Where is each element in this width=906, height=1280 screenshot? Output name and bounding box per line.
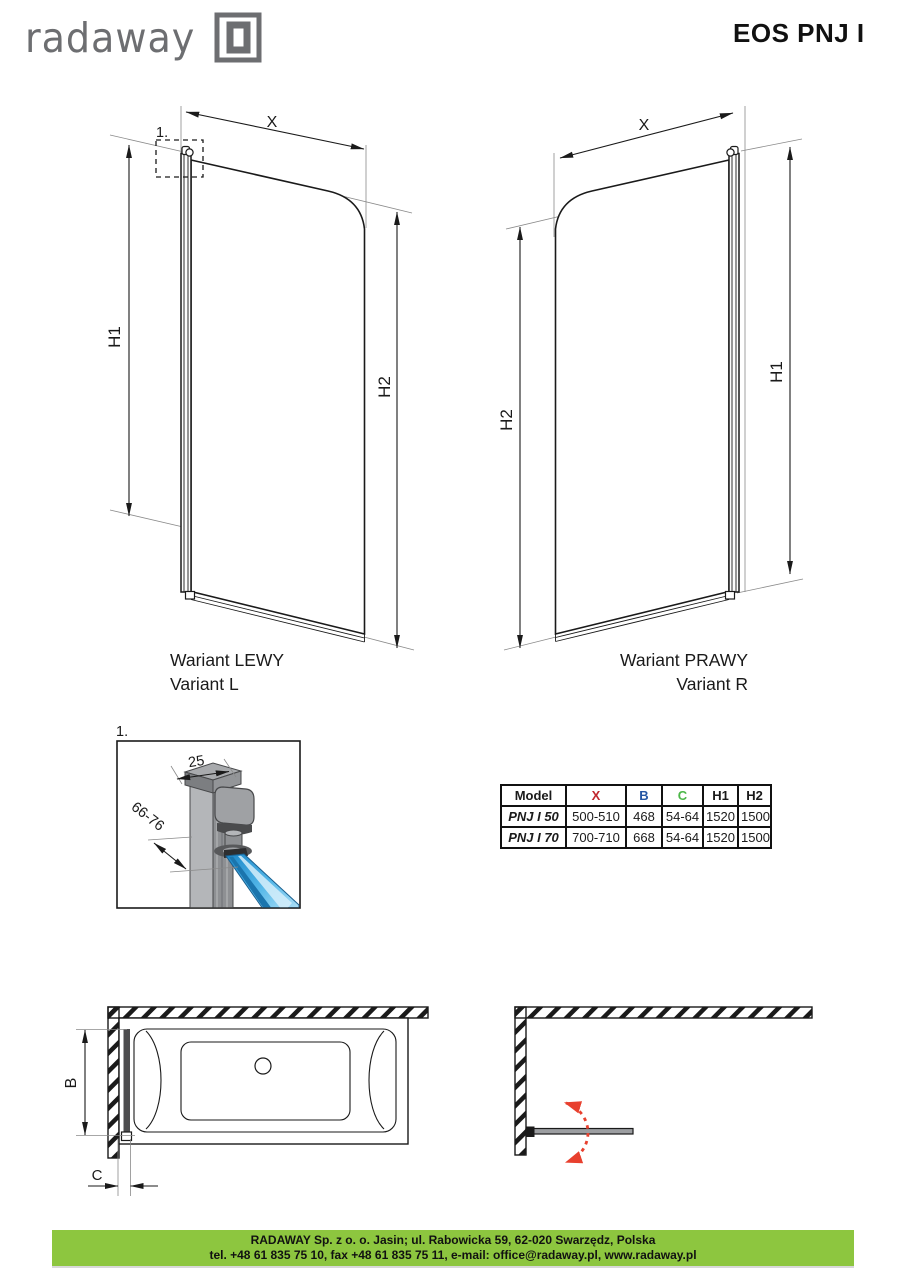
swing-hinge (526, 1127, 535, 1138)
dim-label-h2-left: H2 (375, 376, 394, 398)
dim-label-profile-width: 25 (187, 752, 206, 772)
col-header-c: C (662, 785, 703, 806)
product-title: EOS PNJ I (733, 18, 865, 48)
detail-marker-label-left: 1. (156, 125, 169, 141)
hinge-detail-drawing (116, 724, 300, 908)
variant-left-drawing (105, 106, 414, 694)
value-h2: 1500 (738, 806, 771, 827)
value-b: 668 (626, 827, 662, 848)
col-header-h1: H1 (703, 785, 738, 806)
footer-contact-line: tel. +48 61 835 75 10, fax +48 61 835 75 11, e-mail: office@radaway.pl, www.radaway.pl (209, 1248, 697, 1262)
col-header-b: B (626, 785, 662, 806)
footer-band (52, 1230, 854, 1268)
col-header-model: Model (501, 785, 566, 806)
swing-panel (526, 1129, 633, 1135)
spec-table-grid (500, 784, 772, 849)
value-b: 468 (626, 806, 662, 827)
dim-label-c: C (91, 1167, 103, 1184)
table-row (501, 806, 771, 827)
logo-text: radaway (25, 13, 196, 62)
door-swing-plan-view (515, 1007, 812, 1162)
model-name: PNJ I 70 (501, 827, 566, 848)
bathtub-plan-view (63, 1007, 428, 1196)
dim-label-adjustment-range: 66-76 (127, 799, 168, 835)
col-header-h2: H2 (738, 785, 771, 806)
variant-right-title-en: Variant R (676, 674, 748, 694)
dim-label-h1-right: H1 (767, 361, 786, 383)
table-row (501, 827, 771, 848)
variant-left-title-pl: Wariant LEWY (170, 650, 285, 670)
value-h1: 1520 (703, 827, 738, 848)
footer-address-line: RADAWAY Sp. z o. o. Jasin; ul. Rabowicka 59, 62-020 Swarzędz, Polska (250, 1233, 656, 1247)
value-c: 54-64 (662, 806, 703, 827)
value-x: 500-510 (566, 806, 626, 827)
variant-right-title-pl: Wariant PRAWY (619, 650, 748, 670)
value-h1: 1520 (703, 806, 738, 827)
dim-label-h1-left: H1 (105, 326, 124, 348)
detail-marker-label: 1. (116, 724, 129, 740)
value-c: 54-64 (662, 827, 703, 848)
spec-table (500, 784, 772, 849)
col-header-x: X (566, 785, 626, 806)
dim-label-h2-right: H2 (497, 409, 516, 431)
value-x: 700-710 (566, 827, 626, 848)
variant-right-drawing (497, 106, 803, 694)
dim-label-x-left: X (266, 114, 278, 131)
dim-label-b: B (63, 1077, 80, 1089)
dim-label-x-right: X (638, 117, 650, 134)
model-name: PNJ I 50 (501, 806, 566, 827)
variant-left-title-en: Variant L (170, 674, 239, 694)
value-h2: 1500 (738, 827, 771, 848)
